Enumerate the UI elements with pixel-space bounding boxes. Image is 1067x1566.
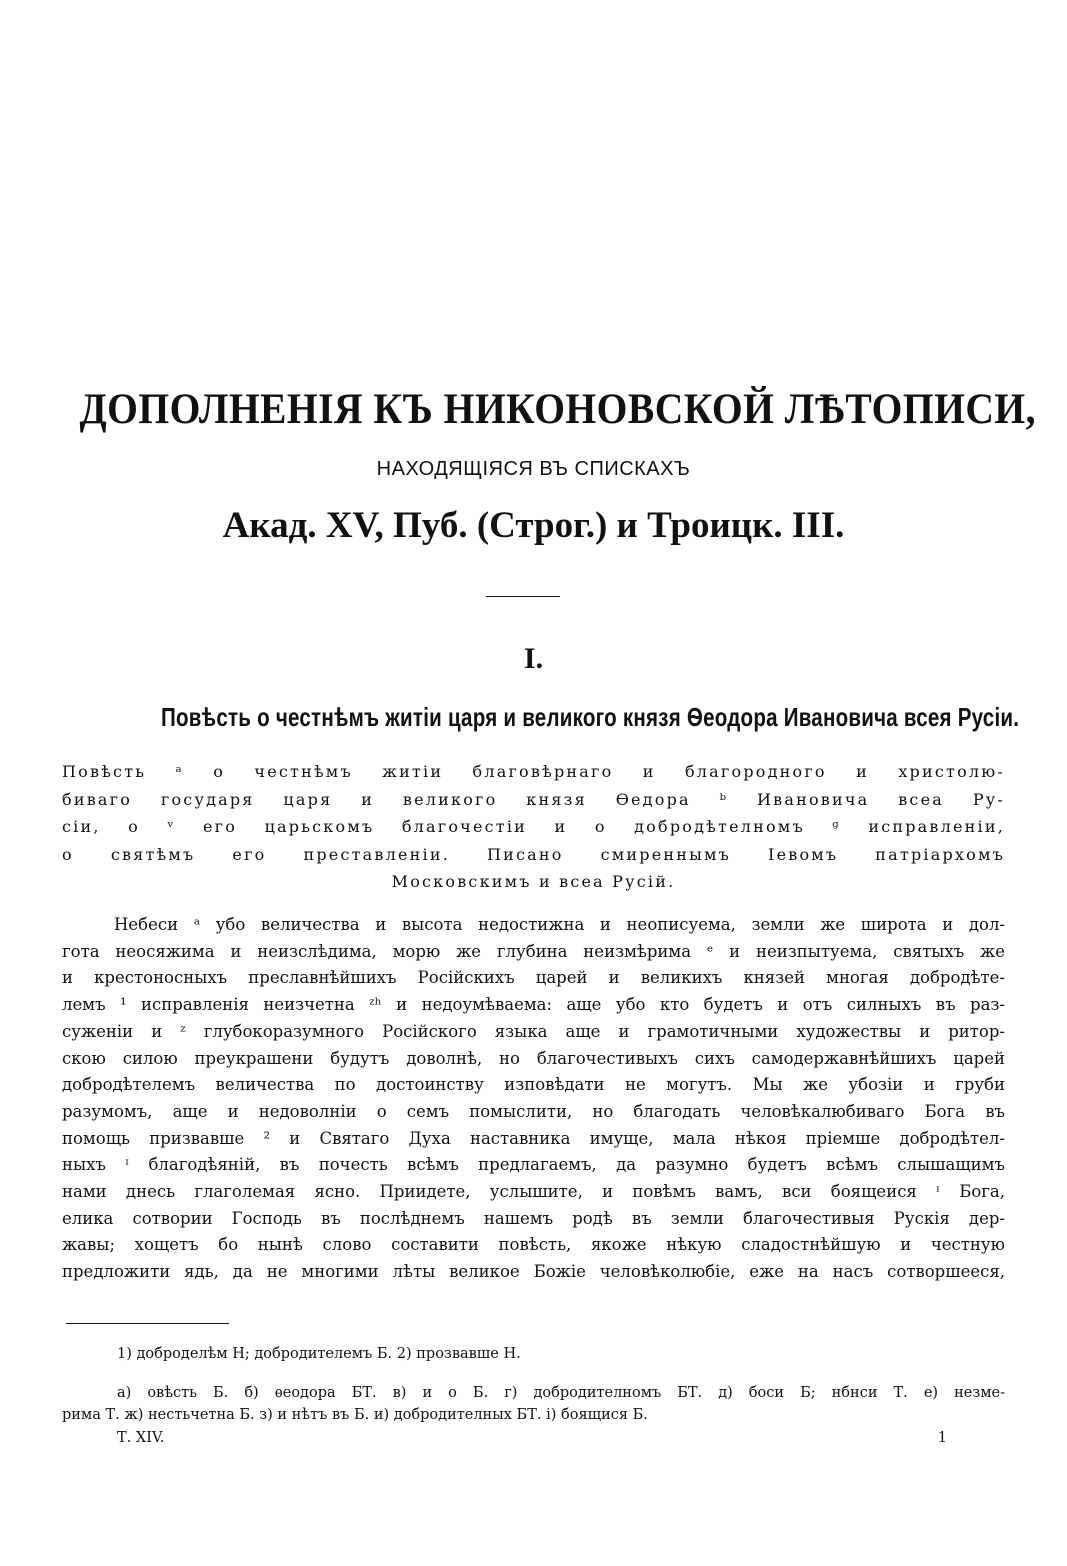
body-line: скою силою преукрашени будутъ доволнѣ, но благочестивыхъ сихъ самодержавнѣйшихъ царей <box>62 1048 1005 1068</box>
body-line: жавы; хощетъ бо нынѣ слово составити повѣсть, якоже нѣкую сладостнѣйшую и честную <box>62 1235 1005 1255</box>
heading-line: о святѣмъ его преставленіи. Писано смиреннымъ Іевомъ патріархомъ <box>62 844 1005 864</box>
volume-label: Т. XIV. <box>117 1430 165 1446</box>
body-paragraph <box>62 912 1005 1286</box>
body-line: ныхъ ᶦ благодѣяній, въ почесть всѣмъ предлагаемъ, да разумно будетъ всѣмъ слышащимъ <box>62 1155 1005 1175</box>
body-line: елика сотвории Господь въ послѣднемъ нашемъ родѣ въ земли благочестивыя Рускія дер- <box>62 1208 1005 1228</box>
footnote-line: а) овѣсть Б. б) ѳеодора БТ. в) и о Б. г) добродителномъ БТ. д) боси Б; нбнси Т. е) незме- <box>117 1385 1005 1401</box>
body-line: гота неосяжима и неизслѣдима, морю же глубина неизмѣрима ᵉ и неизпытуема, святыхъ же <box>62 941 1005 961</box>
heading-line: Повѣсть ᵃ о честнѣмъ житіи благовѣрнаго и благородного и христолю- <box>62 762 1005 781</box>
title-divider <box>486 596 560 597</box>
body-line: нами днесь глаголемая ясно. Приидете, услышите, и повѣмъ вамъ, вси боящеися ᶦ Бога, <box>62 1182 1005 1202</box>
heading-line: сіи, о ᵛ его царьскомъ благочестіи и о добродѣтелномъ ᵍ исправленіи, <box>62 817 1005 836</box>
body-line: Небеси ᵃ убо величества и высота недостижна и неописуема, земли же широта и дол- <box>114 915 1005 934</box>
story-heading <box>62 758 1005 896</box>
footnote-divider <box>66 1323 229 1324</box>
section-number: I. <box>523 642 544 675</box>
sources-line: Акад. XV, Пуб. (Строг.) и Троицк. III. <box>222 505 845 546</box>
body-line: суженіи и ᶻ глубокоразумного Російского языка аще и грамотичными художествы и ритор- <box>62 1021 1005 1041</box>
footnote-line: рима Т. ж) нестьчетна Б. з) и нѣтъ въ Б. и) добродителных БТ. і) боящися Б. <box>62 1407 648 1423</box>
story-title: Повѣсть о честнѣмъ житіи царя и великого князя Ѳеодора Ивановича всея Русіи. <box>161 702 1020 732</box>
body-line: лемъ ¹ исправленія неизчетна ᶻʰ и недоумѣваема: аще убо кто будетъ и отъ силныхъ въ раз- <box>62 995 1005 1015</box>
body-line: предложити ядь, да не многими лѣты великое Божіе человѣколюбіе, еже на насъ сотворшееся, <box>62 1262 1005 1282</box>
body-line: помощь призвавше ² и Святаго Духа наставника имуще, мала нѣкоя пріемше добродѣтел- <box>62 1128 1005 1148</box>
heading-line: биваго государя царя и великого князя Ѳедора ᵇ Ивановича всеа Ру- <box>62 789 1005 809</box>
body-line: разумомъ, аще и недоволніи о семъ помыслити, но благодать человѣкалюбиваго Бога въ <box>62 1101 1005 1121</box>
body-line: добродѣтелемъ величества по достоинству изповѣдати не могутъ. Мы же убозіи и груби <box>62 1075 1005 1095</box>
subtitle: НАХОДЯЩІЯСЯ ВЪ СПИСКАХЪ <box>376 458 691 480</box>
main-title: ДОПОЛНЕНІЯ КЪ НИКОНОВСКОЙ ЛѢТОПИСИ, <box>79 386 1036 433</box>
page-number: 1 <box>937 1430 947 1446</box>
body-line: и крестоносныхъ преславнѣйшихъ Російскихъ царей и великихъ князей многая добродѣте- <box>62 968 1005 988</box>
heading-line: Московскимъ и всеа Русій. <box>391 872 676 891</box>
numbered-footnotes: 1) доброделѣм Н; добродителемъ Б. 2) прозвавше Н. <box>117 1346 521 1362</box>
lettered-footnotes <box>62 1382 1005 1426</box>
